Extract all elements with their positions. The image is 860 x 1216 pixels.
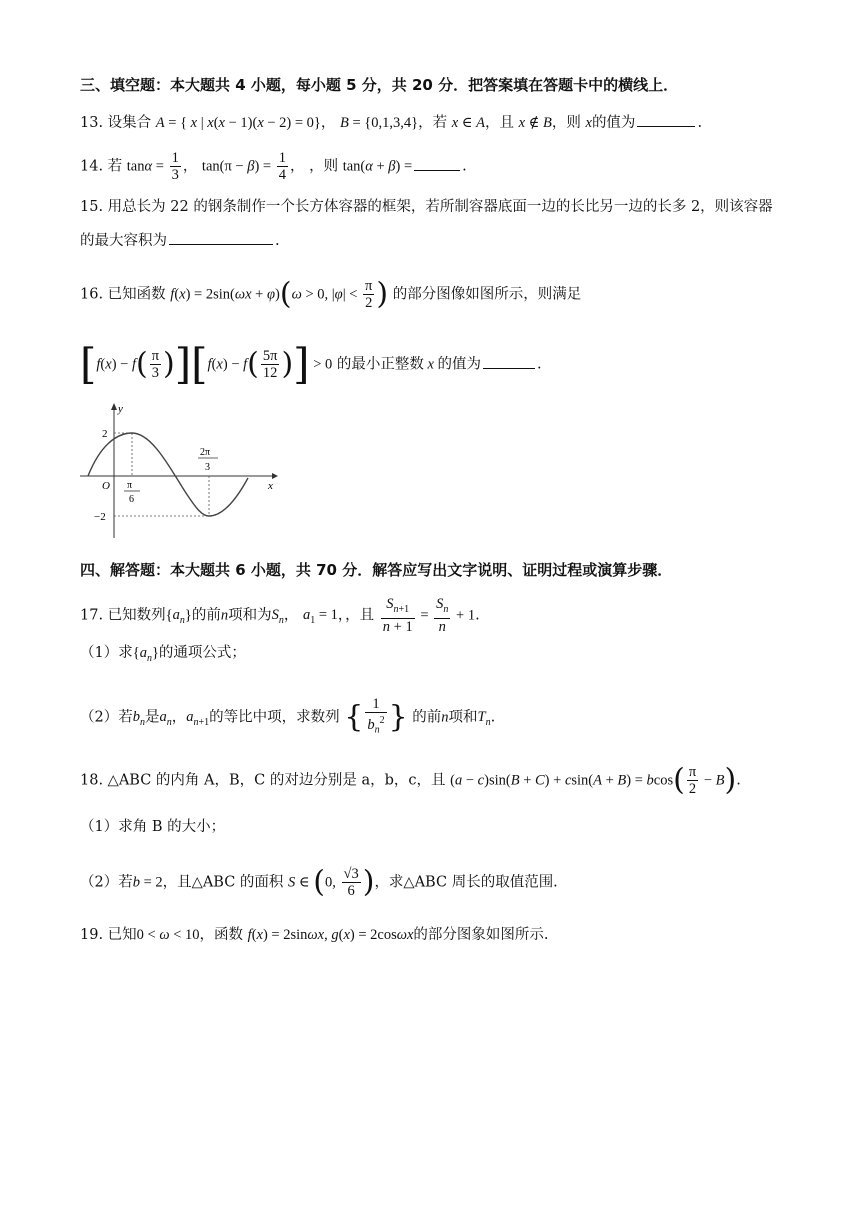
question-14: 14. 若 tanα = $\frac{1}{3}$ ， tan(π − β) = $\frac{1}{4}$ ， ，则 tan(α + β) = . bbox=[80, 150, 467, 183]
question-17: 17. 已知数列$\{a_n\}$的前n项和为$S_n$， $a_1 = 1$，，且 $\frac{S_{n+1}}{n + 1}$ = $\frac{S_n}{n}$ + 1. bbox=[80, 596, 480, 635]
question-18-part2: （2）若b = 2，且△ABC 的面积 S ∈ (0, $\frac{√3}{6}$ )，求△ABC 周长的取值范围. bbox=[80, 864, 558, 900]
y-max-label: 2 bbox=[102, 428, 108, 440]
answer-blank[interactable] bbox=[169, 230, 273, 245]
question-number: 13. bbox=[80, 115, 104, 131]
question-19: 19. 已知0 < ω < 10，函数 f(x) = 2sinωx, g(x) = 2cosωx的部分图象如图所示. bbox=[80, 927, 549, 943]
question-15: 15. 用总长为 22 的钢条制作一个长方体容器的框架，若所制容器底面一边的长比另一边的长多 2，则该容器 bbox=[80, 199, 773, 215]
x-label: x bbox=[268, 480, 273, 492]
question-17-part2: （2）若$b_n$是$a_n$，$a_{n+1}$的等比中项，求数列 { $\frac{1}{b_n^2}$ } 的前n项和$T_n$. bbox=[80, 696, 496, 736]
y-label: y bbox=[118, 403, 123, 415]
section3-heading: 三、填空题：本大题共 4 小题，每小题 5 分，共 20 分．把答案填在答题卡中的横线上． bbox=[80, 76, 679, 94]
sine-graph bbox=[78, 400, 278, 542]
x-trough-num: 2π bbox=[200, 447, 211, 458]
question-16: 16. 已知函数 f(x) = 2sin(ωx + φ)(ω > 0, |φ| < $\frac{\pi}{2}$ ) 的部分图像如图所示，则满足 bbox=[80, 276, 582, 312]
x-trough-den: 3 bbox=[205, 462, 210, 473]
question-16-cont: [f(x) − f( $\frac{\pi}{3}$ )][f(x) − f( $\frac{5\pi}{12}$ )] > 0 的最小正整数 x 的值为 . bbox=[80, 339, 542, 389]
answer-blank[interactable] bbox=[483, 354, 535, 369]
y-min-label: −2 bbox=[94, 511, 106, 523]
origin-label: O bbox=[102, 480, 110, 492]
answer-blank[interactable] bbox=[637, 112, 695, 127]
section4-heading: 四、解答题：本大题共 6 小题，共 70 分．解答应写出文字说明、证明过程或演算步骤． bbox=[80, 561, 673, 579]
x-peak-num: π bbox=[127, 480, 133, 491]
question-18-part1: （1）求角 B 的大小； bbox=[80, 819, 226, 835]
question-18: 18. △ABC 的内角 A，B，C 的对边分别是 a，b，c，且 (a − c)sin(B + C) + csin(A + B) = bcos( $\frac{\pi}{2}$ − B). bbox=[80, 762, 741, 798]
sine-curve bbox=[88, 433, 248, 516]
question-13: 13. 设集合 A = { x | x(x − 1)(x − 2) = 0}， B = {0,1,3,4}，若 x ∈ A，且 x ∉ B，则 x的值为 . bbox=[80, 112, 702, 134]
question-15-cont: 的最大容积为 . bbox=[80, 230, 280, 252]
answer-blank[interactable] bbox=[414, 156, 460, 171]
x-peak-den: 6 bbox=[129, 494, 134, 505]
question-17-part1: （1）求$\{a_n\}$的通项公式； bbox=[80, 645, 246, 664]
